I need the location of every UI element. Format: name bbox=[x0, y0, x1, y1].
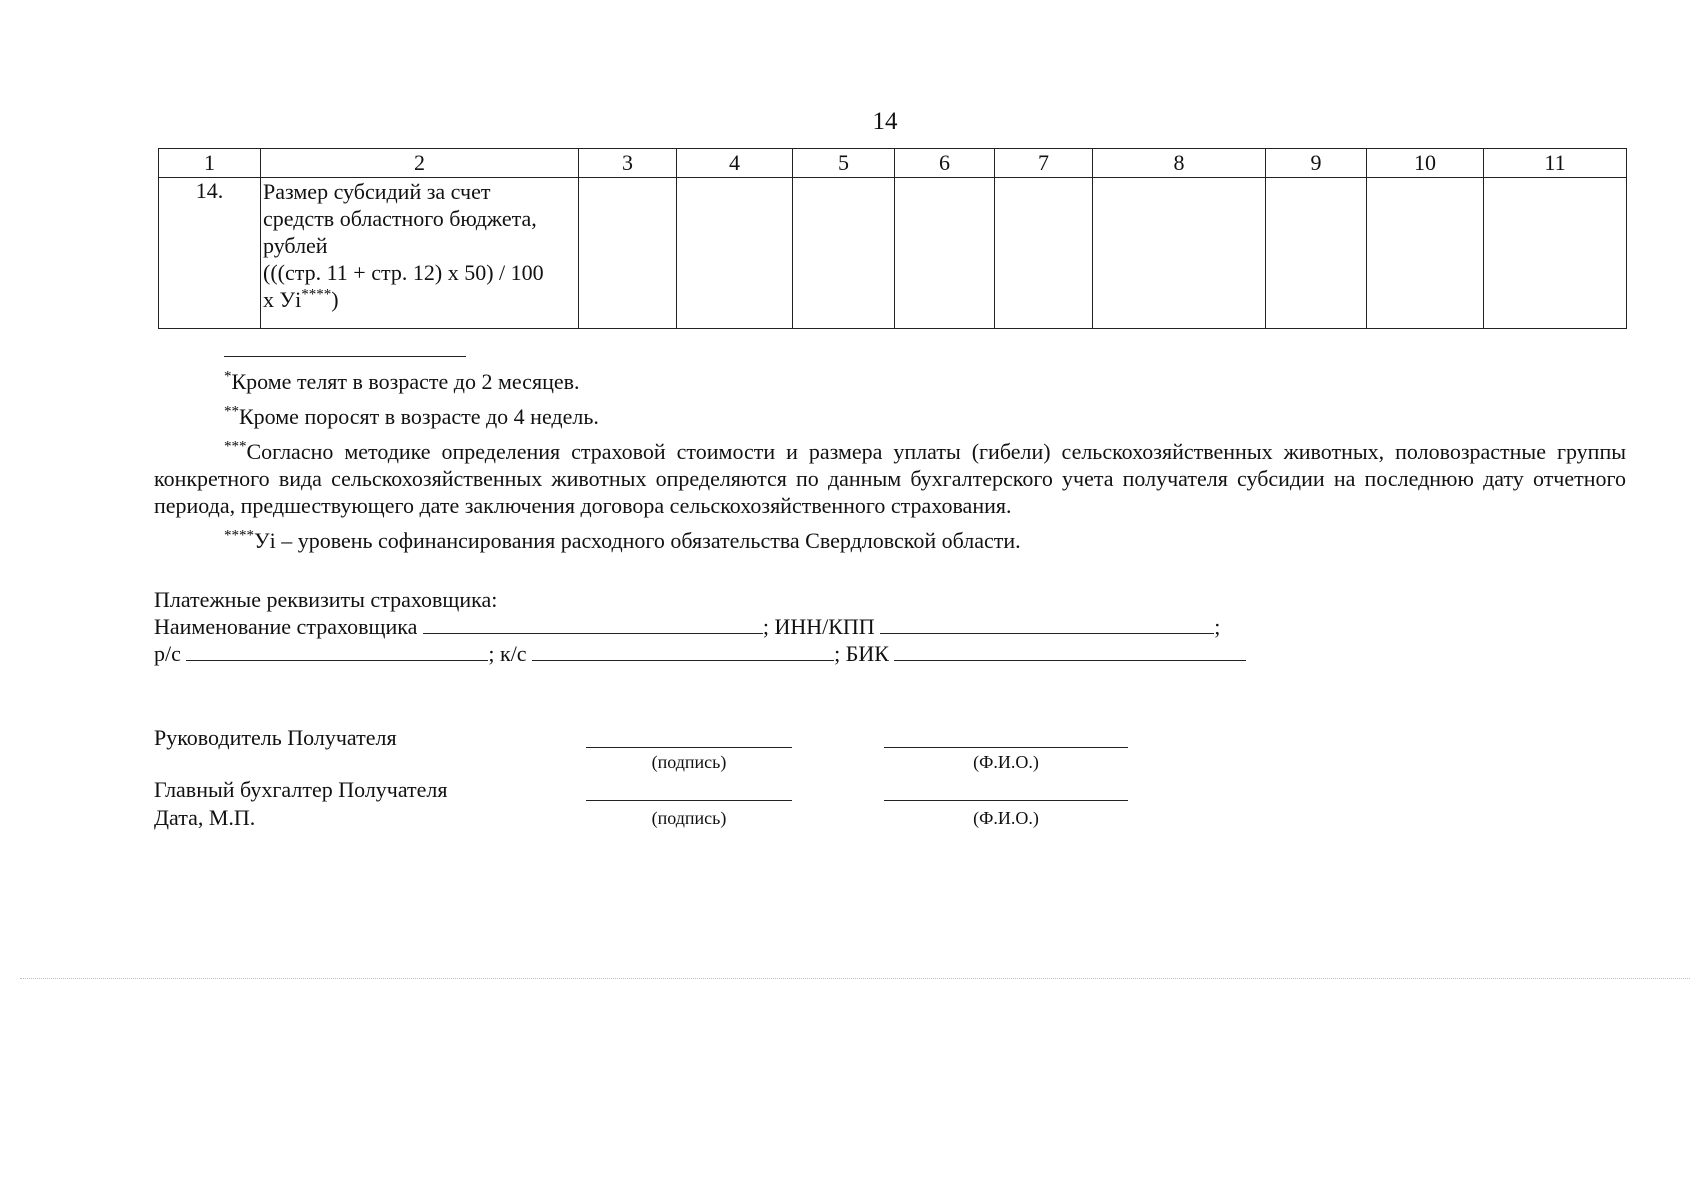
column-header: 4 bbox=[677, 149, 793, 178]
insurer-name-label: Наименование страховщика bbox=[154, 614, 418, 639]
ks-label: ; к/с bbox=[488, 641, 527, 666]
inn-kpp-label: ; ИНН/КПП bbox=[762, 614, 875, 639]
empty-cell bbox=[793, 178, 895, 329]
empty-cell bbox=[677, 178, 793, 329]
table-header-row bbox=[159, 149, 1627, 178]
head-signature-field[interactable] bbox=[586, 747, 792, 748]
page-number: 14 bbox=[872, 108, 898, 135]
footnote bbox=[154, 438, 1626, 519]
requisites-title: Платежные реквизиты страховщика: bbox=[154, 587, 498, 612]
subsidy-table bbox=[158, 148, 1627, 329]
column-header: 7 bbox=[995, 149, 1093, 178]
footnote-text: Уi – уровень софинансирования расходного обязательства Свердловской области. bbox=[254, 528, 1021, 553]
footnote bbox=[154, 527, 1626, 554]
footnote-mark: *** bbox=[224, 438, 247, 455]
row-label-line: Размер субсидий за счет bbox=[263, 179, 491, 204]
column-header: 1 bbox=[159, 149, 261, 178]
footnote-separator bbox=[224, 356, 466, 357]
rs-label: р/с bbox=[154, 641, 181, 666]
head-name-field[interactable] bbox=[884, 747, 1128, 748]
requisites-line-2 bbox=[154, 640, 1354, 667]
empty-cell bbox=[1484, 178, 1627, 329]
signature-caption: (подпись) bbox=[651, 808, 727, 828]
requisites-line-1 bbox=[154, 613, 1354, 640]
empty-cell bbox=[1266, 178, 1367, 329]
inn-kpp-field[interactable] bbox=[880, 615, 1214, 634]
accountant-name-field[interactable] bbox=[884, 800, 1128, 801]
table-row bbox=[159, 178, 1627, 329]
signature-caption: (подпись) bbox=[651, 752, 727, 772]
empty-cell bbox=[1093, 178, 1266, 329]
insurer-name-field[interactable] bbox=[423, 615, 763, 634]
row-label-suffix: ) bbox=[331, 287, 339, 312]
footnote-text: Согласно методике определения страховой стоимости и размера уплаты (гибели) сельскохозяйственных животных, половозрастные группы конкретного вида сельскохозяйственных животных определяются по данным бухгалтерского учета получателя субсидии на последнюю дату отчетного периода, предшествующего дате заключения договора сельскохозяйственного страхования. bbox=[154, 439, 1626, 518]
empty-cell bbox=[995, 178, 1093, 329]
row-label-prefix: х Уi bbox=[263, 287, 302, 312]
footnote-text: Кроме поросят в возрасте до 4 недель. bbox=[239, 404, 599, 429]
footnote bbox=[154, 368, 1626, 395]
rs-field[interactable] bbox=[186, 642, 488, 661]
footnote-mark: **** bbox=[224, 527, 254, 544]
empty-cell bbox=[895, 178, 995, 329]
insurer-requisites bbox=[154, 586, 1354, 667]
name-caption: (Ф.И.О.) bbox=[973, 752, 1039, 772]
column-header: 8 bbox=[1093, 149, 1266, 178]
date-label: Дата, М.П. bbox=[154, 805, 256, 830]
bik-field[interactable] bbox=[894, 642, 1246, 661]
column-header: 10 bbox=[1367, 149, 1484, 178]
column-header: 9 bbox=[1266, 149, 1367, 178]
row-label-line: рублей bbox=[263, 233, 328, 258]
row-label-line: средств областного бюджета, bbox=[263, 206, 537, 231]
line-end: ; bbox=[1214, 614, 1221, 639]
footnote-mark: ** bbox=[224, 403, 239, 420]
column-header: 11 bbox=[1484, 149, 1627, 178]
footnote bbox=[154, 403, 1626, 430]
column-header: 2 bbox=[261, 149, 579, 178]
footnote-text: Кроме телят в возрасте до 2 месяцев. bbox=[231, 369, 580, 394]
empty-cell bbox=[579, 178, 677, 329]
column-header: 5 bbox=[793, 149, 895, 178]
head-label: Руководитель Получателя bbox=[154, 725, 397, 750]
column-header: 3 bbox=[579, 149, 677, 178]
row-label bbox=[261, 178, 579, 329]
row-number: 14. bbox=[159, 178, 261, 329]
footnotes bbox=[154, 368, 1626, 562]
ks-field[interactable] bbox=[532, 642, 834, 661]
name-caption: (Ф.И.О.) bbox=[973, 808, 1039, 828]
row-label-line: (((стр. 11 + стр. 12) x 50) / 100 bbox=[263, 260, 544, 285]
page-edge-rule bbox=[20, 978, 1690, 979]
column-header: 6 bbox=[895, 149, 995, 178]
accountant-label: Главный бухгалтер Получателя bbox=[154, 777, 448, 802]
accountant-signature-field[interactable] bbox=[586, 800, 792, 801]
footnote-mark: * bbox=[224, 368, 232, 385]
empty-cell bbox=[1367, 178, 1484, 329]
row-label-sup: **** bbox=[301, 286, 332, 303]
bik-label: ; БИК bbox=[834, 641, 889, 666]
row-label-last-line bbox=[263, 286, 576, 313]
